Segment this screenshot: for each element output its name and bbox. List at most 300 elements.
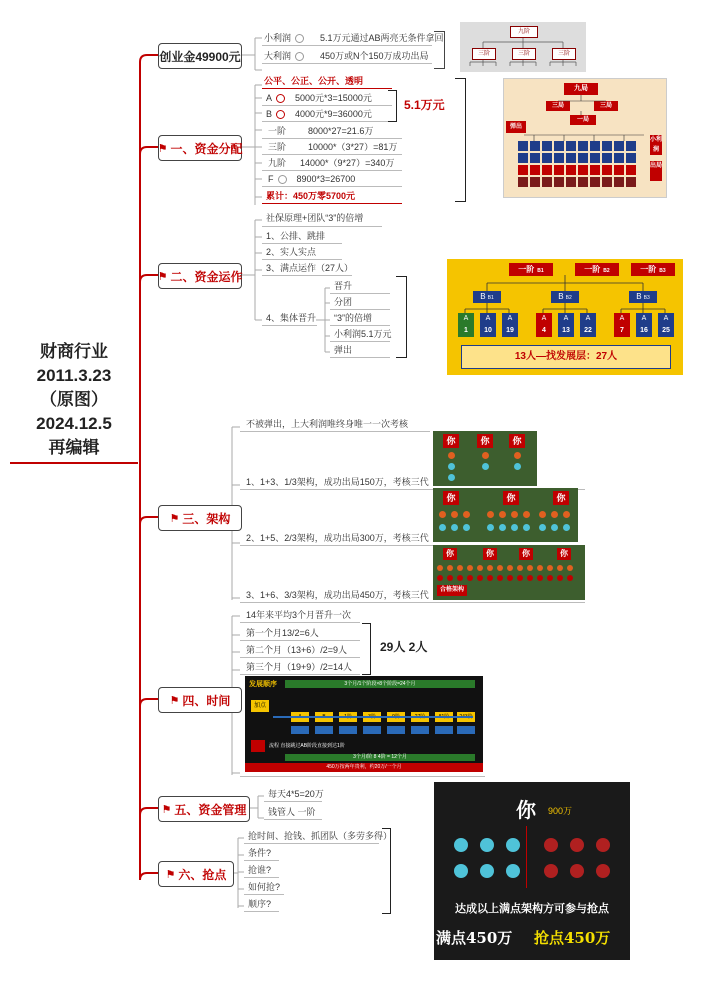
grid-cell bbox=[554, 177, 564, 187]
grid-cell bbox=[590, 177, 600, 187]
a-node: A bbox=[536, 313, 552, 325]
timeline-image bbox=[245, 676, 483, 772]
s2-item: 3、满点运作（27人） bbox=[266, 263, 354, 273]
dot bbox=[567, 565, 573, 571]
row-value: 14000*（9*27）=340万 bbox=[300, 158, 395, 168]
row-label: 小利润 bbox=[264, 33, 292, 43]
dot bbox=[537, 565, 543, 571]
you-tag: 你 bbox=[483, 548, 497, 560]
row-desc: 450万或N个150万成功出局 bbox=[320, 51, 429, 61]
grid-cell bbox=[566, 153, 576, 163]
red-dot bbox=[544, 864, 558, 878]
dot bbox=[563, 524, 570, 531]
a-node: A bbox=[636, 313, 652, 325]
grid-cell bbox=[530, 165, 540, 175]
brace bbox=[434, 31, 445, 69]
row-value: 8000*27=21.6万 bbox=[308, 126, 374, 136]
b-sub: B3 bbox=[643, 295, 650, 301]
row-label: 三阶 bbox=[268, 142, 287, 152]
s6-row: 如何抢? bbox=[248, 882, 281, 892]
dot bbox=[487, 575, 493, 581]
dot bbox=[437, 575, 443, 581]
a-number: 16 bbox=[636, 325, 652, 337]
divider bbox=[240, 602, 585, 603]
brace bbox=[362, 623, 371, 675]
node-time[interactable] bbox=[158, 687, 242, 713]
divider bbox=[526, 826, 527, 888]
s6-row: 抢谁? bbox=[248, 865, 272, 875]
you-tag: 你 bbox=[557, 548, 571, 560]
s2-sub-item: 小利润5.1万元 bbox=[334, 329, 392, 339]
grid-cell bbox=[518, 153, 528, 163]
grid-cell bbox=[530, 177, 540, 187]
s1-row bbox=[268, 157, 394, 169]
s1-side-total: 5.1万元 bbox=[404, 98, 445, 112]
grid-cell bbox=[614, 165, 624, 175]
grid-cell bbox=[602, 141, 612, 151]
row-label: F bbox=[268, 174, 274, 184]
you-tag: 你 bbox=[519, 548, 533, 560]
node-title: 一、资金分配 bbox=[170, 141, 243, 156]
root-line: （原图） bbox=[40, 390, 108, 409]
tree-node: 九阶 bbox=[510, 26, 538, 38]
timeline-arrow bbox=[273, 716, 473, 718]
chart-node: 三局 bbox=[546, 101, 570, 111]
timeline-footer: 450万按两年贵利，约20万/一个月 bbox=[245, 763, 483, 772]
node-title: 二、资金运作 bbox=[170, 269, 243, 284]
red-dot bbox=[570, 838, 584, 852]
allocation-chart-image bbox=[503, 78, 667, 198]
divider bbox=[240, 431, 430, 432]
operation-chart-image bbox=[447, 259, 683, 375]
flag-icon: ⚑ bbox=[157, 142, 168, 155]
flag-icon: ⚑ bbox=[161, 803, 172, 816]
dot bbox=[448, 474, 455, 481]
you-tag: 你 bbox=[509, 434, 525, 448]
s1-row bbox=[266, 92, 372, 104]
chart-node: 一局 bbox=[570, 115, 596, 125]
node-title: 三、架构 bbox=[182, 511, 231, 526]
row-desc: 5.1万元通过AB两亮无条件拿回 bbox=[320, 33, 444, 43]
timeline-node-bar bbox=[291, 726, 309, 734]
b-node bbox=[551, 291, 579, 303]
divider bbox=[244, 843, 379, 844]
node-startup-fund[interactable] bbox=[158, 43, 242, 69]
grab-condition: 达成以上满点架构方可参与抢点 bbox=[455, 902, 609, 915]
dot bbox=[467, 575, 473, 581]
dot bbox=[457, 565, 463, 571]
you-tag: 你 bbox=[443, 434, 459, 448]
dot bbox=[517, 565, 523, 571]
s2-sub-item bbox=[334, 312, 372, 324]
divider bbox=[330, 309, 390, 310]
grid-cell bbox=[614, 141, 624, 151]
dot bbox=[439, 511, 446, 518]
node-grab-points[interactable] bbox=[158, 861, 234, 887]
a-number: 7 bbox=[614, 325, 630, 337]
a-node: A bbox=[458, 313, 474, 325]
divider bbox=[240, 657, 360, 658]
a-number: 22 bbox=[580, 325, 596, 337]
amount-label: 900万 bbox=[548, 806, 573, 816]
divider bbox=[262, 138, 402, 139]
timeline-title: 发展顺序 bbox=[249, 681, 277, 688]
a-number: 4 bbox=[536, 325, 552, 337]
dot bbox=[482, 463, 489, 470]
s2-item: 1、公排、跳排 bbox=[266, 231, 326, 241]
cyan-dot bbox=[506, 864, 520, 878]
row-value: 5000元*3=15000元 bbox=[295, 93, 372, 103]
grid-cell bbox=[578, 141, 588, 151]
a-node: A bbox=[502, 313, 518, 325]
red-dot bbox=[596, 864, 610, 878]
flag-icon: ⚑ bbox=[169, 694, 180, 707]
grid-cell bbox=[542, 153, 552, 163]
divider bbox=[262, 121, 392, 122]
brace bbox=[382, 828, 391, 914]
s1-total: 累计：450万零5700元 bbox=[266, 191, 356, 201]
s2-sub-item: 晋升 bbox=[334, 281, 353, 291]
cyan-dot bbox=[454, 838, 468, 852]
grid-cell bbox=[614, 177, 624, 187]
node-title: 六、抢点 bbox=[178, 867, 227, 882]
s3-header: 不被弹出，上大利润唯终身唯一一次考核 bbox=[246, 419, 409, 429]
grid-cell bbox=[626, 141, 636, 151]
dot bbox=[523, 524, 530, 531]
dot bbox=[557, 565, 563, 571]
timeline-node-bar bbox=[387, 726, 405, 734]
top-row bbox=[264, 50, 429, 62]
divider bbox=[240, 674, 360, 675]
dot bbox=[497, 575, 503, 581]
grid-cell bbox=[578, 153, 588, 163]
dot bbox=[523, 511, 530, 518]
timeline-node-bar bbox=[339, 726, 357, 734]
dot bbox=[482, 452, 489, 459]
root-line: 2011.3.23 bbox=[36, 366, 112, 385]
cyan-dot bbox=[480, 838, 494, 852]
level-label: 一阶 bbox=[640, 265, 657, 274]
timeline-marker bbox=[251, 740, 265, 752]
a-number: 10 bbox=[480, 325, 496, 337]
divider bbox=[262, 259, 342, 260]
s2-sub-item: 分团 bbox=[334, 297, 353, 307]
chart-node: 九局 bbox=[564, 83, 598, 95]
s3-item: 2、1+5、2/3架构，成功出局300万，考核三代 bbox=[246, 533, 429, 543]
dot bbox=[448, 463, 455, 470]
dot bbox=[448, 452, 455, 459]
you-tag: 你 bbox=[477, 434, 493, 448]
divider bbox=[262, 63, 432, 64]
node-title: 五、资金管理 bbox=[174, 802, 247, 817]
you-tag: 你 bbox=[443, 491, 459, 505]
structure-image-2 bbox=[433, 488, 578, 542]
grid-cell bbox=[602, 177, 612, 187]
dot bbox=[514, 463, 521, 470]
row-label: 一阶 bbox=[268, 126, 287, 136]
dot bbox=[527, 565, 533, 571]
b-label: B bbox=[480, 292, 486, 301]
grid-cell bbox=[626, 165, 636, 175]
brace bbox=[388, 90, 397, 122]
you-tag: 你 bbox=[503, 491, 519, 505]
tree-node: 三阶 bbox=[552, 48, 576, 60]
s6-row: 顺序? bbox=[248, 899, 272, 909]
qualified-tag: 合格架构 bbox=[437, 585, 467, 596]
level-sub: B2 bbox=[603, 268, 610, 274]
dot bbox=[551, 511, 558, 518]
divider bbox=[262, 105, 392, 106]
divider bbox=[240, 622, 360, 623]
structure-image-3 bbox=[433, 545, 585, 600]
grid-cell bbox=[590, 153, 600, 163]
structure-image-1 bbox=[433, 431, 537, 486]
s4-row: 第一个月13/2=6人 bbox=[246, 628, 319, 638]
dot bbox=[511, 524, 518, 531]
grid-cell bbox=[614, 153, 624, 163]
divider bbox=[262, 325, 317, 326]
row-label: B bbox=[266, 109, 273, 119]
timeline-bar: 3个月/1个阶段×8个阶段=24个月 bbox=[285, 680, 475, 688]
b-sub: B2 bbox=[565, 295, 572, 301]
dot bbox=[477, 565, 483, 571]
node-fund-management[interactable] bbox=[158, 796, 250, 822]
dot bbox=[477, 575, 483, 581]
dot bbox=[537, 575, 543, 581]
flag-icon: ⚑ bbox=[157, 270, 168, 283]
a-node: A bbox=[614, 313, 630, 325]
sub-label: “3”的倍增 bbox=[334, 313, 372, 323]
dot bbox=[447, 565, 453, 571]
dot bbox=[451, 524, 458, 531]
grid-cell bbox=[590, 165, 600, 175]
level-label: 一阶 bbox=[584, 265, 601, 274]
root-line: 2024.12.5 bbox=[36, 414, 112, 433]
dot bbox=[451, 511, 458, 518]
dot bbox=[547, 575, 553, 581]
cyan-dot bbox=[506, 838, 520, 852]
circle-icon bbox=[276, 94, 285, 103]
divider bbox=[240, 776, 485, 777]
a-number: 13 bbox=[558, 325, 574, 337]
dot bbox=[507, 575, 513, 581]
divider bbox=[264, 801, 322, 802]
root-line: 财商行业 bbox=[40, 342, 108, 361]
dot bbox=[499, 511, 506, 518]
tree-chart-image bbox=[460, 22, 586, 72]
dot bbox=[487, 511, 494, 518]
dot bbox=[467, 565, 473, 571]
divider bbox=[330, 325, 390, 326]
flag-icon: ⚑ bbox=[169, 512, 180, 525]
row-value: 10000*（3*27）=81万 bbox=[308, 142, 398, 152]
chart-node: 小利润 bbox=[650, 137, 663, 153]
a-node: A bbox=[480, 313, 496, 325]
divider bbox=[262, 226, 382, 227]
dot bbox=[487, 565, 493, 571]
level-label: 一阶 bbox=[518, 265, 535, 274]
grid-cell bbox=[578, 165, 588, 175]
grid-cell bbox=[566, 165, 576, 175]
divider bbox=[244, 877, 279, 878]
level-node bbox=[575, 263, 619, 276]
dot bbox=[463, 511, 470, 518]
divider bbox=[262, 45, 432, 46]
dot bbox=[507, 565, 513, 571]
tree-node: 三阶 bbox=[472, 48, 496, 60]
operation-summary: 13人—找发展层：27人 bbox=[461, 345, 671, 369]
dot bbox=[547, 565, 553, 571]
b-node bbox=[473, 291, 501, 303]
grid-cell bbox=[602, 165, 612, 175]
dot bbox=[457, 575, 463, 581]
grid-cell bbox=[518, 165, 528, 175]
s5-row: 每天4*5=20万 bbox=[268, 789, 324, 799]
s1-row bbox=[268, 141, 397, 153]
a-number: 1 bbox=[458, 325, 474, 337]
grid-cell bbox=[602, 153, 612, 163]
grid-cell bbox=[518, 141, 528, 151]
circle-icon bbox=[278, 175, 287, 184]
divider bbox=[244, 911, 279, 912]
tree-node: 三阶 bbox=[512, 48, 536, 60]
dot bbox=[539, 511, 546, 518]
row-label: 大利润 bbox=[264, 51, 292, 61]
a-number: 25 bbox=[658, 325, 674, 337]
chart-node: 弹出 bbox=[506, 121, 526, 133]
dot bbox=[437, 565, 443, 571]
dot bbox=[487, 524, 494, 531]
dot bbox=[439, 524, 446, 531]
divider bbox=[330, 293, 390, 294]
dot bbox=[463, 524, 470, 531]
dot bbox=[511, 511, 518, 518]
b-label: B bbox=[636, 292, 642, 301]
a-node: A bbox=[558, 313, 574, 325]
s1-header: 公平、公正、公开、透明 bbox=[264, 76, 364, 86]
grid-cell bbox=[554, 165, 564, 175]
s1-row bbox=[268, 125, 373, 137]
divider bbox=[262, 275, 352, 276]
s1-row bbox=[268, 173, 355, 185]
grid-cell bbox=[542, 177, 552, 187]
flag-icon: ⚑ bbox=[165, 868, 176, 881]
node-fund-operation[interactable] bbox=[158, 263, 242, 289]
divider bbox=[264, 819, 322, 820]
row-label: A bbox=[266, 93, 273, 103]
dot bbox=[567, 575, 573, 581]
you-tag: 你 bbox=[443, 548, 457, 560]
you-tag: 你 bbox=[553, 491, 569, 505]
s2-header: 社保原理+团队“3”的倍增 bbox=[266, 213, 364, 223]
grab-points-image bbox=[434, 782, 630, 960]
brace bbox=[455, 78, 466, 202]
dot bbox=[563, 511, 570, 518]
chart-node: 三局 bbox=[594, 101, 618, 111]
timeline-node-bar bbox=[435, 726, 453, 734]
row-value: 8900*3=26700 bbox=[296, 174, 356, 184]
s2-sub-item: 弹出 bbox=[334, 345, 353, 355]
b-label: B bbox=[558, 292, 564, 301]
divider bbox=[244, 860, 279, 861]
row-value: 4000元*9=36000元 bbox=[295, 109, 372, 119]
grid-cell bbox=[542, 141, 552, 151]
divider bbox=[244, 894, 284, 895]
timeline-bar: 3个月/阶 8 4阶 = 12个月 bbox=[285, 754, 475, 761]
node-fund-allocation[interactable] bbox=[158, 135, 242, 161]
root-title bbox=[14, 340, 134, 460]
grid-cell bbox=[530, 153, 540, 163]
node-structure[interactable] bbox=[158, 505, 242, 531]
grid-cell bbox=[554, 141, 564, 151]
dot bbox=[557, 575, 563, 581]
timeline-node-bar bbox=[457, 726, 475, 734]
grid-cell bbox=[626, 153, 636, 163]
a-node: A bbox=[580, 313, 596, 325]
cyan-dot bbox=[480, 864, 494, 878]
brace bbox=[396, 276, 407, 358]
grid-cell bbox=[542, 165, 552, 175]
a-node: A bbox=[658, 313, 674, 325]
timeline-node-bar bbox=[411, 726, 429, 734]
grid-cell bbox=[566, 177, 576, 187]
timeline-start: 加点 bbox=[251, 700, 269, 712]
s3-item: 1、1+3、1/3架构，成功出局150万，考核三代 bbox=[246, 477, 429, 487]
red-dot bbox=[544, 838, 558, 852]
grid-cell bbox=[554, 153, 564, 163]
divider bbox=[330, 341, 390, 342]
s3-item: 3、1+6、3/3架构，成功出局450万，考核三代 bbox=[246, 590, 429, 600]
row-label: 九阶 bbox=[268, 158, 287, 168]
grid-cell bbox=[566, 141, 576, 151]
grid-cell bbox=[626, 177, 636, 187]
dot bbox=[497, 565, 503, 571]
level-node bbox=[509, 263, 553, 276]
level-sub: B1 bbox=[537, 268, 544, 274]
s6-row: 条件? bbox=[248, 848, 272, 858]
chart-node: 出局 bbox=[650, 161, 662, 181]
dot bbox=[517, 575, 523, 581]
divider bbox=[330, 357, 390, 358]
divider bbox=[240, 640, 360, 641]
you-label: 你 bbox=[516, 798, 536, 822]
s5-row: 钱管人 一阶 bbox=[268, 807, 316, 817]
a-number: 19 bbox=[502, 325, 518, 337]
red-dot bbox=[570, 864, 584, 878]
s2-item: 4、集体晋升 bbox=[266, 313, 317, 323]
circle-icon bbox=[295, 34, 304, 43]
node-title: 四、时间 bbox=[182, 693, 231, 708]
grid-cell bbox=[530, 141, 540, 151]
dot bbox=[514, 452, 521, 459]
grid-cell bbox=[590, 141, 600, 151]
level-node bbox=[631, 263, 675, 276]
dot bbox=[447, 575, 453, 581]
s1-row bbox=[266, 108, 372, 120]
s4-side-total: 29人 2人 bbox=[380, 640, 428, 654]
timeline-node-bar bbox=[363, 726, 381, 734]
dot bbox=[499, 524, 506, 531]
b-sub: B1 bbox=[487, 295, 494, 301]
divider bbox=[262, 243, 342, 244]
divider bbox=[262, 154, 402, 155]
circle-icon bbox=[276, 110, 285, 119]
grab-points-label: 抢点450万 bbox=[534, 929, 611, 947]
timeline-note: 流程 直接跳过AB阶段直接到达1阶 bbox=[269, 743, 345, 749]
b-node bbox=[629, 291, 657, 303]
root-line: 再编辑 bbox=[48, 438, 100, 457]
circle-icon bbox=[295, 52, 304, 61]
